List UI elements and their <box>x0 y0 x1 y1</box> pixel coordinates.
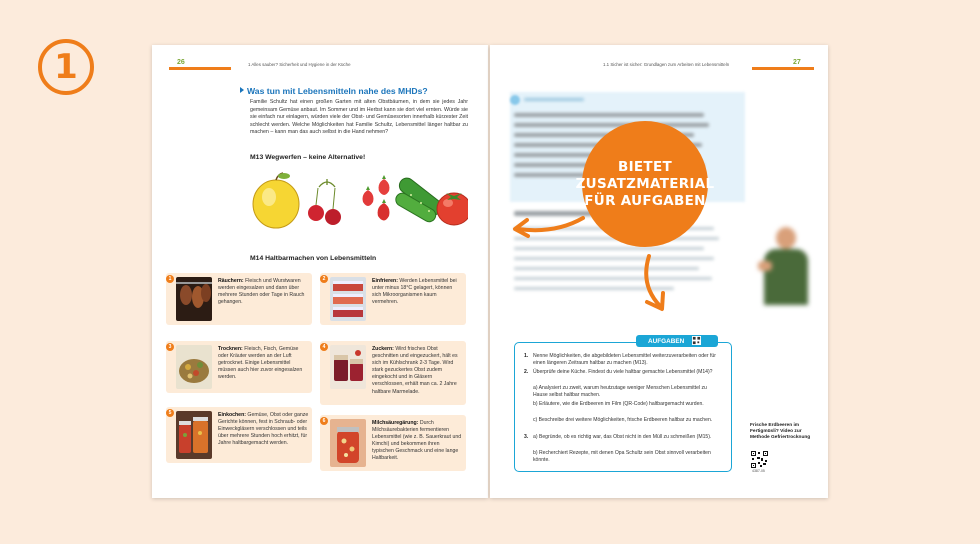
page-number-right: 27 <box>793 59 801 66</box>
arrow-down-icon <box>646 256 663 309</box>
page-number-left: 26 <box>177 59 185 66</box>
method-name: Räuchern: <box>218 278 244 284</box>
qr-code-id: 4387-05 <box>752 469 765 473</box>
method-description: Wird frisches Obst geschnitten und eingezuckert, hält es sich im Kühlschrank 2-3 Tage. Wird stark gezuckertes Obst zudem eingekocht und in Gläsern verschlossen, erhält man ca. 2 Jahre haltbare Marmelade. <box>372 346 458 395</box>
method-name: Einkochen: <box>218 412 246 418</box>
method-description: Durch Milchsäurebakterien fermentieren Lebensmittel (wie z. B. Sauerkraut und Kimchi) und bekommen ihren typischen Geschmack und eine lange Haltbarkeit. <box>372 420 462 462</box>
method-name: Zuckern: <box>372 346 394 352</box>
method-name: Milchsäuregärung: <box>372 420 419 426</box>
page-title: Was tun mit Lebensmitteln nahe des MHDs? <box>247 86 428 96</box>
callout-line: FÜR AUFGABEN <box>584 192 706 209</box>
task-number: 3. <box>524 434 529 440</box>
method-number: 1 <box>166 275 174 283</box>
task-text: Überprüfe deine Küche. Findest du viele haltbar gemachte Lebensmittel (M14)? <box>533 369 713 375</box>
tasks-label: AUFGABEN <box>636 335 718 347</box>
method-description: Fleisch und Wurstwaren werden eingesalzen und dann über mehrere Stunden oder Tage in Rauch gehangen. <box>218 278 305 306</box>
callout-line: BIETET <box>618 158 672 175</box>
callout-line: ZUSATZMATERIAL <box>575 175 715 192</box>
task-number: 2. <box>524 369 529 375</box>
m14-heading: M14 Haltbarmachen von Lebensmitteln <box>250 255 377 262</box>
method-number: 6 <box>320 417 328 425</box>
method-name: Einfrieren: <box>372 278 398 284</box>
m13-heading: M13 Wegwerfen – keine Alternative! <box>250 154 366 161</box>
task-text: Nenne Möglichkeiten, die abgebildeten Lebensmittel weiterzuverarbeiten oder für einen längeren Zeitraum haltbar zu machen (M13). <box>533 353 716 366</box>
task-text: c) Beschreibe drei weitere Möglichkeiten, frische Erdbeeren haltbar zu machen. <box>533 417 713 423</box>
task-text: b) Erläutere, wie die Erdbeeren im Film (QR-Code) haltbargemacht wurden. <box>533 401 704 407</box>
task-text: a) Begründe, ob es richtig war, das Obst nicht in den Müll zu schmeißen (M15). <box>533 434 712 440</box>
task-text: b) Recherchiert Rezepte, mit denen Opa Schultz sein Obst sinnvoll verarbeiten könnte. <box>533 450 711 463</box>
step-number-badge: 1 <box>38 39 94 95</box>
task-text: a) Analysiert zu zweit, warum heutzutage weniger Menschen Lebensmittel zu Hause selbst haltbar machen. <box>533 385 707 398</box>
method-number: 5 <box>166 409 174 417</box>
task-number: 1. <box>524 353 529 359</box>
method-description: Fleisch, Fisch, Gemüse oder Kräuter werden an der Luft getrocknet. Einige Lebensmittel müssen auch hier zuvor eingesalzen werden. <box>218 346 303 381</box>
method-description: Gemüse, Obst oder ganze Gerichte können, fest in Schraub- oder Einweckgläsern verschlossen und teils über mehrere Stunden hoch erhitzt, für Jahre haltbargemacht werden. <box>218 412 309 447</box>
video-side-note: Frische Erdbeeren im Fertigmüsli? Video zur Methode Gefriertrocknung <box>750 423 811 440</box>
intro-text: Familie Schultz hat einen großen Garten mit alten Obstbäumen, in dem sie jedes Jahr gemeinsam Gemüse anbaut. Im Sommer und im Herbst kann sie dort viel ernten. Würde sie sie einfach nur einlagern, würden viele der Obst- und Gemüsesorten innerhalb kürzester Zeit schlecht werden. Welche Möglichkeiten hat Familie Schultz, Lebensmittel länger haltbar zu machen – kann man das auch selbst in die Hand nehmen? <box>250 99 468 136</box>
page-header-right: 1.1 Sicher ist sicher: Grundlagen zum Arbeiten mit Lebensmitteln <box>603 62 730 67</box>
method-number: 4 <box>320 343 328 351</box>
arrow-left-icon <box>515 218 583 236</box>
method-number: 3 <box>166 343 174 351</box>
page-header-left: 1 Alles sauber? Sicherheit und Hygiene in der Küche <box>248 62 351 67</box>
method-name: Trocknen: <box>218 346 243 352</box>
method-number: 2 <box>320 275 328 283</box>
method-description: Werden Lebensmittel bei unter minus 18°C gelagert, können sich Mikroorganismen kaum vermehren. <box>372 278 457 306</box>
